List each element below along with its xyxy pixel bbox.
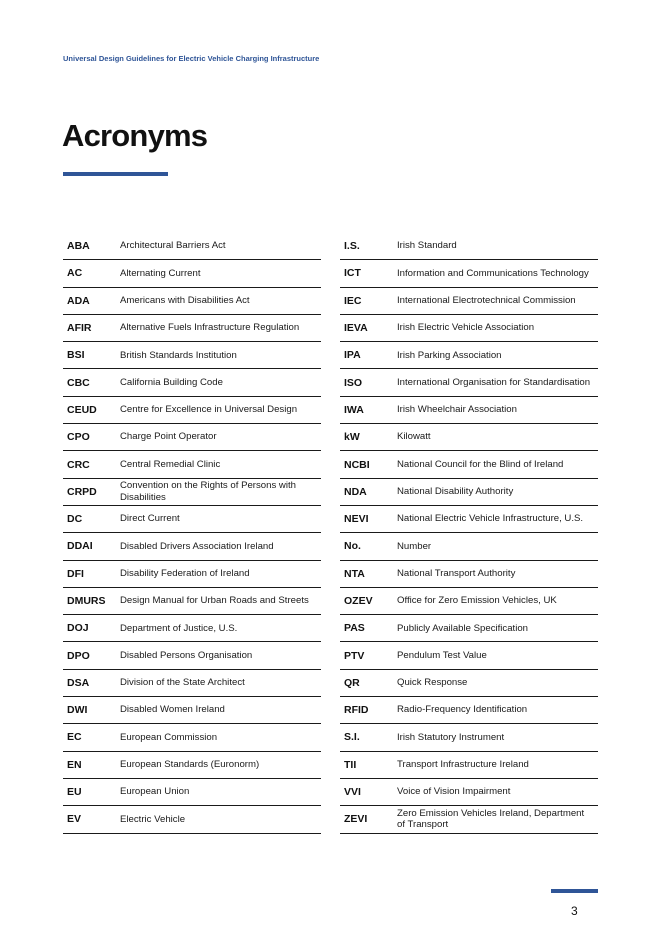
acronym-definition: Design Manual for Urban Roads and Streets xyxy=(120,595,309,607)
acronym-row xyxy=(340,260,598,287)
acronym-abbreviation: CPO xyxy=(67,431,90,444)
acronym-definition: Number xyxy=(397,540,432,552)
acronym-definition: California Building Code xyxy=(120,376,223,388)
acronym-row xyxy=(63,806,321,833)
acronym-definition: Centre for Excellence in Universal Design xyxy=(120,404,298,416)
acronym-row xyxy=(340,397,598,424)
acronym-row xyxy=(340,369,598,396)
acronym-row xyxy=(340,342,598,369)
acronym-row xyxy=(63,588,321,615)
acronym-row xyxy=(63,533,321,560)
acronym-abbreviation: VVI xyxy=(344,786,361,799)
acronym-abbreviation: CRC xyxy=(67,458,90,471)
acronym-abbreviation: DPO xyxy=(67,649,90,662)
acronym-definition: National Disability Authority xyxy=(397,486,514,498)
acronym-row xyxy=(63,451,321,478)
acronym-abbreviation: DDAI xyxy=(67,540,93,553)
acronym-definition: Radio-Frequency Identification xyxy=(397,704,528,716)
acronym-row xyxy=(340,424,598,451)
acronym-abbreviation: DC xyxy=(67,513,83,526)
acronym-abbreviation: IPA xyxy=(344,349,361,362)
acronym-abbreviation: IEVA xyxy=(344,322,368,335)
acronym-definition: Publicly Available Specification xyxy=(397,622,529,634)
acronym-definition: Voice of Vision Impairment xyxy=(397,786,511,798)
acronym-abbreviation: CEUD xyxy=(67,403,97,416)
acronym-row xyxy=(340,533,598,560)
acronym-abbreviation: DWI xyxy=(67,704,88,717)
acronym-definition: Department of Justice, U.S. xyxy=(120,622,238,634)
acronym-definition: Disability Federation of Ireland xyxy=(120,567,250,579)
acronym-abbreviation: CBC xyxy=(67,376,90,389)
acronym-definition: International Organisation for Standardisation xyxy=(397,376,591,388)
acronym-row xyxy=(340,315,598,342)
page-title: Acronyms xyxy=(62,118,208,153)
acronym-definition: Americans with Disabilities Act xyxy=(120,294,250,306)
acronym-definition: Electric Vehicle xyxy=(120,813,186,825)
acronym-abbreviation: No. xyxy=(344,540,361,553)
acronym-row xyxy=(63,233,321,260)
acronym-row xyxy=(63,397,321,424)
acronym-definition: Architectural Barriers Act xyxy=(120,240,226,252)
acronym-row xyxy=(340,779,598,806)
acronym-definition: Pendulum Test Value xyxy=(397,649,487,661)
acronym-abbreviation: ADA xyxy=(67,294,90,307)
acronym-definition: National Transport Authority xyxy=(397,567,516,579)
acronym-row xyxy=(63,369,321,396)
acronym-definition: European Union xyxy=(120,786,190,798)
acronym-abbreviation: AC xyxy=(67,267,83,280)
acronym-definition: Alternative Fuels Infrastructure Regulation xyxy=(120,322,300,334)
acronym-definition: Quick Response xyxy=(397,677,468,689)
acronym-abbreviation: EN xyxy=(67,758,82,771)
acronym-row xyxy=(63,642,321,669)
acronym-definition: Convention on the Rights of Persons with Disabilities xyxy=(120,480,296,503)
acronym-abbreviation: OZEV xyxy=(344,595,373,607)
acronym-definition: Kilowatt xyxy=(397,431,431,443)
acronym-row xyxy=(63,342,321,369)
acronym-row xyxy=(63,724,321,751)
acronym-abbreviation: ISO xyxy=(344,376,363,389)
acronym-row xyxy=(63,697,321,724)
acronym-definition: European Commission xyxy=(120,731,218,743)
acronym-definition: European Standards (Euronorm) xyxy=(120,758,260,770)
page-number: 3 xyxy=(571,904,578,918)
acronyms-column-left xyxy=(63,233,321,834)
acronym-definition: National Electric Vehicle Infrastructure, U.S. xyxy=(397,513,584,525)
running-header: Universal Design Guidelines for Electric Vehicle Charging Infrastructure xyxy=(63,54,320,63)
acronym-definition: Office for Zero Emission Vehicles, UK xyxy=(397,595,557,607)
acronym-abbreviation: ICT xyxy=(344,267,361,280)
acronym-abbreviation: NEVI xyxy=(344,513,369,526)
acronym-definition: Irish Standard xyxy=(397,240,457,252)
acronym-abbreviation: AFIR xyxy=(67,322,92,335)
acronym-row xyxy=(63,315,321,342)
acronym-definition: Transport Infrastructure Ireland xyxy=(397,758,529,770)
acronym-definition: National Council for the Blind of Ireland xyxy=(397,458,564,470)
acronym-row xyxy=(340,588,598,615)
acronym-abbreviation: DMURS xyxy=(67,595,106,607)
acronym-abbreviation: EC xyxy=(67,731,82,744)
acronym-row xyxy=(340,697,598,724)
acronym-abbreviation: TII xyxy=(344,758,357,771)
acronym-abbreviation: PAS xyxy=(344,622,365,635)
acronym-row xyxy=(340,233,598,260)
acronym-abbreviation: DSA xyxy=(67,676,90,689)
acronym-row xyxy=(63,424,321,451)
acronym-abbreviation: kW xyxy=(344,431,360,444)
acronym-row xyxy=(63,506,321,533)
acronym-row xyxy=(63,670,321,697)
acronym-abbreviation: NTA xyxy=(344,567,365,580)
acronym-row xyxy=(340,806,598,833)
acronym-row xyxy=(340,288,598,315)
acronym-abbreviation: DOJ xyxy=(67,622,89,635)
acronym-row xyxy=(340,724,598,751)
acronym-abbreviation: NDA xyxy=(344,485,367,498)
acronym-row xyxy=(63,260,321,287)
acronym-abbreviation: QR xyxy=(344,676,360,689)
acronym-definition: Information and Communications Technology xyxy=(397,267,589,279)
acronym-abbreviation: PTV xyxy=(344,649,365,662)
acronym-definition: Central Remedial Clinic xyxy=(120,458,221,470)
acronym-row xyxy=(63,479,321,506)
acronym-definition: British Standards Institution xyxy=(120,349,237,361)
acronym-definition: International Electrotechnical Commission xyxy=(397,294,576,306)
acronym-abbreviation: DFI xyxy=(67,567,84,580)
acronym-definition: Irish Statutory Instrument xyxy=(397,731,505,743)
acronym-abbreviation: EV xyxy=(67,813,82,826)
acronym-definition: Division of the State Architect xyxy=(120,677,245,689)
acronym-definition: Zero Emission Vehicles Ireland, Department of Transport xyxy=(397,807,585,831)
acronym-row xyxy=(63,615,321,642)
acronym-abbreviation: S.I. xyxy=(344,731,360,744)
acronym-row xyxy=(340,451,598,478)
footer-rule xyxy=(551,889,598,893)
acronym-abbreviation: ZEVI xyxy=(344,813,368,826)
acronyms-column-right xyxy=(340,233,598,834)
acronym-abbreviation: EU xyxy=(67,786,82,799)
acronym-definition: Charge Point Operator xyxy=(120,431,217,443)
acronym-row xyxy=(340,506,598,533)
acronym-row xyxy=(340,561,598,588)
acronym-row xyxy=(340,479,598,506)
acronym-row xyxy=(63,288,321,315)
acronym-abbreviation: CRPD xyxy=(67,485,97,498)
acronym-row xyxy=(63,752,321,779)
acronym-abbreviation: I.S. xyxy=(344,240,360,253)
acronym-row xyxy=(340,615,598,642)
acronym-row xyxy=(63,779,321,806)
acronym-abbreviation: IEC xyxy=(344,294,362,307)
acronym-definition: Irish Electric Vehicle Association xyxy=(397,322,535,334)
acronym-definition: Disabled Persons Organisation xyxy=(120,649,253,661)
acronym-row xyxy=(340,670,598,697)
acronym-abbreviation: RFID xyxy=(344,704,369,717)
acronym-definition: Alternating Current xyxy=(120,267,201,279)
acronym-abbreviation: ABA xyxy=(67,240,90,253)
acronym-abbreviation: IWA xyxy=(344,403,364,416)
acronym-definition: Disabled Women Ireland xyxy=(120,704,225,716)
acronym-abbreviation: BSI xyxy=(67,349,85,362)
acronym-definition: Direct Current xyxy=(120,513,180,525)
acronym-row xyxy=(340,752,598,779)
acronym-row xyxy=(63,561,321,588)
acronym-definition: Disabled Drivers Association Ireland xyxy=(120,540,274,552)
acronym-definition: Irish Parking Association xyxy=(397,349,502,361)
acronym-row xyxy=(340,642,598,669)
acronym-abbreviation: NCBI xyxy=(344,458,370,471)
title-underline xyxy=(63,172,168,176)
acronym-definition: Irish Wheelchair Association xyxy=(397,404,517,416)
